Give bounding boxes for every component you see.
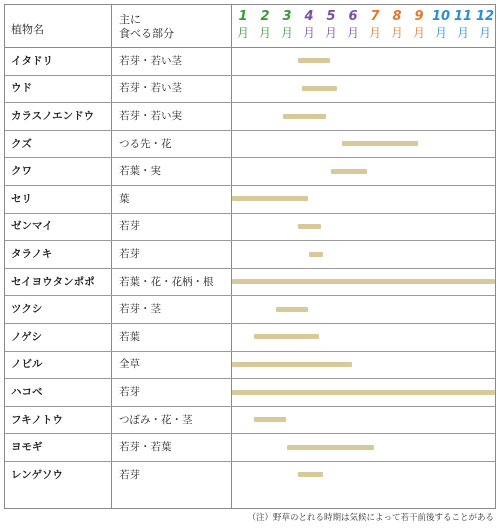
month-unit: 月 <box>368 26 381 40</box>
month-number: 3 <box>282 9 292 24</box>
edible-part: 若葉・花・花柄・根 <box>119 275 214 288</box>
plant-name: タラノキ <box>11 248 53 260</box>
row-divider <box>5 130 495 131</box>
row-divider <box>5 433 495 434</box>
row-divider <box>5 378 495 379</box>
month-10 <box>432 9 450 40</box>
month-number: 8 <box>392 9 402 24</box>
edible-part: 若芽 <box>119 468 140 481</box>
harvest-period-bar <box>254 417 286 422</box>
plant-name: ウド <box>11 82 32 95</box>
month-1 <box>234 9 252 40</box>
harvest-period-bar <box>342 141 418 146</box>
month-unit: 月 <box>258 26 271 40</box>
harvest-period-bar <box>298 58 330 63</box>
edible-part: 全草 <box>119 358 140 371</box>
row-divider <box>5 213 495 214</box>
plant-name: クズ <box>11 137 32 150</box>
harvest-period-bar <box>232 196 308 201</box>
harvest-period-bar <box>309 252 323 257</box>
harvest-period-bar <box>287 445 374 450</box>
edible-part: 若芽 <box>119 220 140 233</box>
harvest-period-bar <box>232 279 495 284</box>
edible-part: 若芽 <box>119 248 140 260</box>
plant-name: ノビル <box>11 358 43 371</box>
row-divider <box>5 185 495 186</box>
month-unit: 月 <box>346 26 359 40</box>
month-number: 12 <box>476 9 495 24</box>
row-divider <box>5 75 495 76</box>
month-number: 1 <box>238 9 248 24</box>
edible-part: 葉 <box>119 192 130 205</box>
header-part-line1: 主に <box>119 13 141 26</box>
month-unit: 月 <box>280 26 293 40</box>
row-divider <box>5 240 495 241</box>
edible-part: 若芽・若葉 <box>119 441 172 454</box>
plant-name: ツクシ <box>11 303 43 316</box>
harvest-period-bar <box>298 472 323 477</box>
row-divider <box>5 295 495 296</box>
edible-part: 若葉 <box>119 330 140 343</box>
month-unit: 月 <box>324 26 337 40</box>
edible-part: 若芽・若い茎 <box>119 54 182 67</box>
month-3 <box>278 9 296 40</box>
plant-name: セリ <box>11 192 32 205</box>
month-number: 6 <box>348 9 358 24</box>
edible-part: 若芽・若い実 <box>119 110 182 122</box>
month-unit: 月 <box>302 26 315 40</box>
edible-part: 若芽・若い茎 <box>119 82 182 95</box>
plant-name: ノゲシ <box>11 330 42 343</box>
header-part-line2: 食べる部分 <box>119 27 174 40</box>
row-divider <box>5 351 495 352</box>
month-number: 9 <box>414 9 424 24</box>
harvest-calendar-table <box>4 4 496 509</box>
month-unit: 月 <box>236 26 249 40</box>
month-number: 7 <box>370 9 380 24</box>
plant-name: カラスノエンドウ <box>11 110 95 122</box>
edible-part: 若葉・実 <box>119 165 161 178</box>
plant-name: ゼンマイ <box>11 220 53 233</box>
plant-name: イタドリ <box>11 54 53 67</box>
header-name: 植物名 <box>11 23 44 36</box>
plant-name: レンゲソウ <box>11 468 63 481</box>
edible-part: つぼみ・花・茎 <box>119 413 193 426</box>
month-number: 10 <box>432 9 451 24</box>
month-unit: 月 <box>478 26 491 40</box>
harvest-period-bar <box>283 114 326 119</box>
harvest-period-bar <box>276 307 308 312</box>
month-12 <box>476 9 494 40</box>
footnote: （注）野草のとれる時期は気候によって若干前後することがある <box>247 513 494 523</box>
edible-part: 若芽 <box>119 386 140 398</box>
harvest-period-bar <box>232 362 352 367</box>
month-number: 5 <box>326 9 336 24</box>
row-divider <box>5 323 495 324</box>
plant-name: クワ <box>11 165 32 178</box>
month-2 <box>256 9 274 40</box>
row-divider <box>5 461 495 462</box>
month-6 <box>344 9 362 40</box>
month-number: 2 <box>260 9 270 24</box>
month-unit: 月 <box>456 26 469 40</box>
month-8 <box>388 9 406 40</box>
month-unit: 月 <box>434 26 447 40</box>
row-divider <box>5 268 495 269</box>
harvest-period-bar <box>232 390 495 395</box>
header-divider <box>5 47 495 48</box>
month-11 <box>454 9 472 40</box>
plant-name: ハコベ <box>11 386 43 398</box>
harvest-period-bar <box>254 334 319 339</box>
month-4 <box>300 9 318 40</box>
month-9 <box>410 9 428 40</box>
edible-part: つる先・花 <box>119 137 172 150</box>
edible-part: 若芽・茎 <box>119 303 161 316</box>
month-unit: 月 <box>390 26 403 40</box>
month-unit: 月 <box>412 26 425 40</box>
harvest-period-bar <box>331 169 367 174</box>
harvest-period-bar <box>302 86 336 91</box>
plant-name: フキノトウ <box>11 413 63 426</box>
row-divider <box>5 102 495 103</box>
month-7 <box>366 9 384 40</box>
month-number: 11 <box>454 9 473 24</box>
row-divider <box>5 406 495 407</box>
row-divider <box>5 157 495 158</box>
harvest-period-bar <box>298 224 321 229</box>
month-5 <box>322 9 340 40</box>
plant-name: ヨモギ <box>11 441 43 454</box>
plant-name: セイヨウタンポポ <box>11 275 95 288</box>
month-number: 4 <box>304 9 314 24</box>
